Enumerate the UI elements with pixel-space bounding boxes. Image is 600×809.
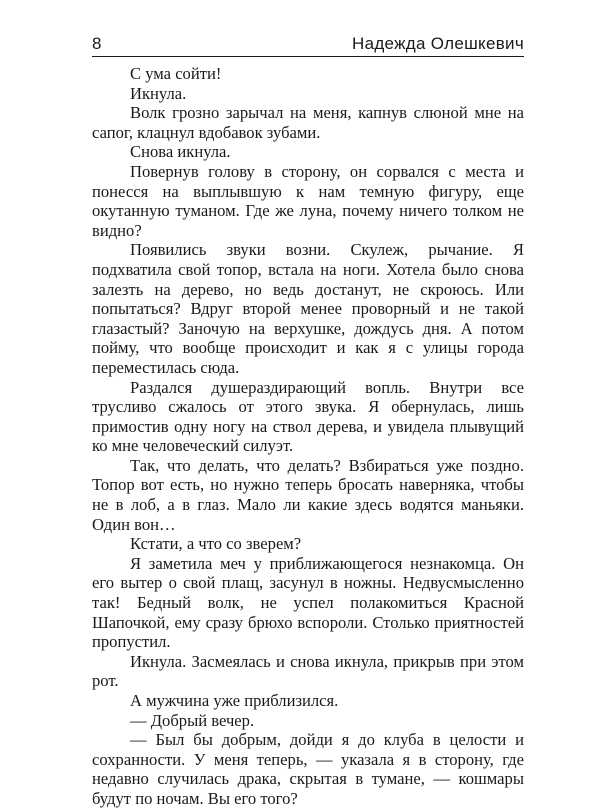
paragraph: Повернув голову в сторону, он сорвался с места и понесся на выплывшую к нам темную фигуру, еще окутанную туманом. Где же луна, почему ничего толком не видно?: [92, 161, 524, 240]
paragraph: Раздался душераздирающий вопль. Внутри все трусливо сжалось от этого звука. Я обернулась, лишь примостив одну ногу на ствол дерева, и увидела плывущий ко мне человеческий силуэт.: [92, 377, 524, 456]
paragraph: С ума сойти!: [130, 64, 222, 83]
page-number: 8: [92, 34, 102, 53]
paragraph: Я заметила меч у приближающегося незнакомца. Он его вытер о свой плащ, засунул в ножны. Недвусмысленно так! Бедный волк, не успел полакомиться Красной Шапочкой, ему сразу брюхо вспороли. Столько приятностей пропустил.: [92, 553, 524, 652]
paragraph: Кстати, а что со зверем?: [130, 534, 302, 554]
paragraph: — Был бы добрым, дойди я до клуба в целости и сохранности. У меня теперь, — указала я в сторону, где недавно случилась драка, скрытая в тумане, — кошмары будут по ночам. Вы его того?: [92, 730, 524, 808]
paragraph: Появились звуки возни. Скулеж, рычание. Я подхватила свой топор, встала на ноги. Хотела было снова залезть на дерево, но ведь достанут, не скроюсь. Или попытаться? Вдруг второй менее проворный и не такой глазастый? Заночую на верхушке, дождусь дня. А потом пойму, что вообще происходит и как я с улицы города переместилась сюда.: [92, 240, 524, 377]
body-text: [92, 64, 524, 809]
paragraph: Так, что делать, что делать? Взбираться уже поздно. Топор вот есть, но нужно теперь бросать наверняка, чтобы не в лоб, а в глаз. Мало ли какие здесь водятся маньяки. Один вон…: [92, 455, 524, 534]
paragraph: Снова икнула.: [130, 142, 231, 162]
running-header: [92, 26, 524, 56]
header-rule: [92, 56, 524, 57]
author-name: Надежда Олешкевич: [352, 34, 524, 53]
paragraph: Икнула. Засмеялась и снова икнула, прикрыв при этом рот.: [92, 651, 524, 691]
paragraph: Икнула.: [130, 83, 187, 103]
paragraph: А мужчина уже приблизился.: [130, 691, 339, 710]
paragraph: — Добрый вечер.: [130, 710, 255, 730]
paragraph: Волк грозно зарычал на меня, капнув слюной мне на сапог, клацнул вдобавок зубами.: [92, 103, 524, 142]
